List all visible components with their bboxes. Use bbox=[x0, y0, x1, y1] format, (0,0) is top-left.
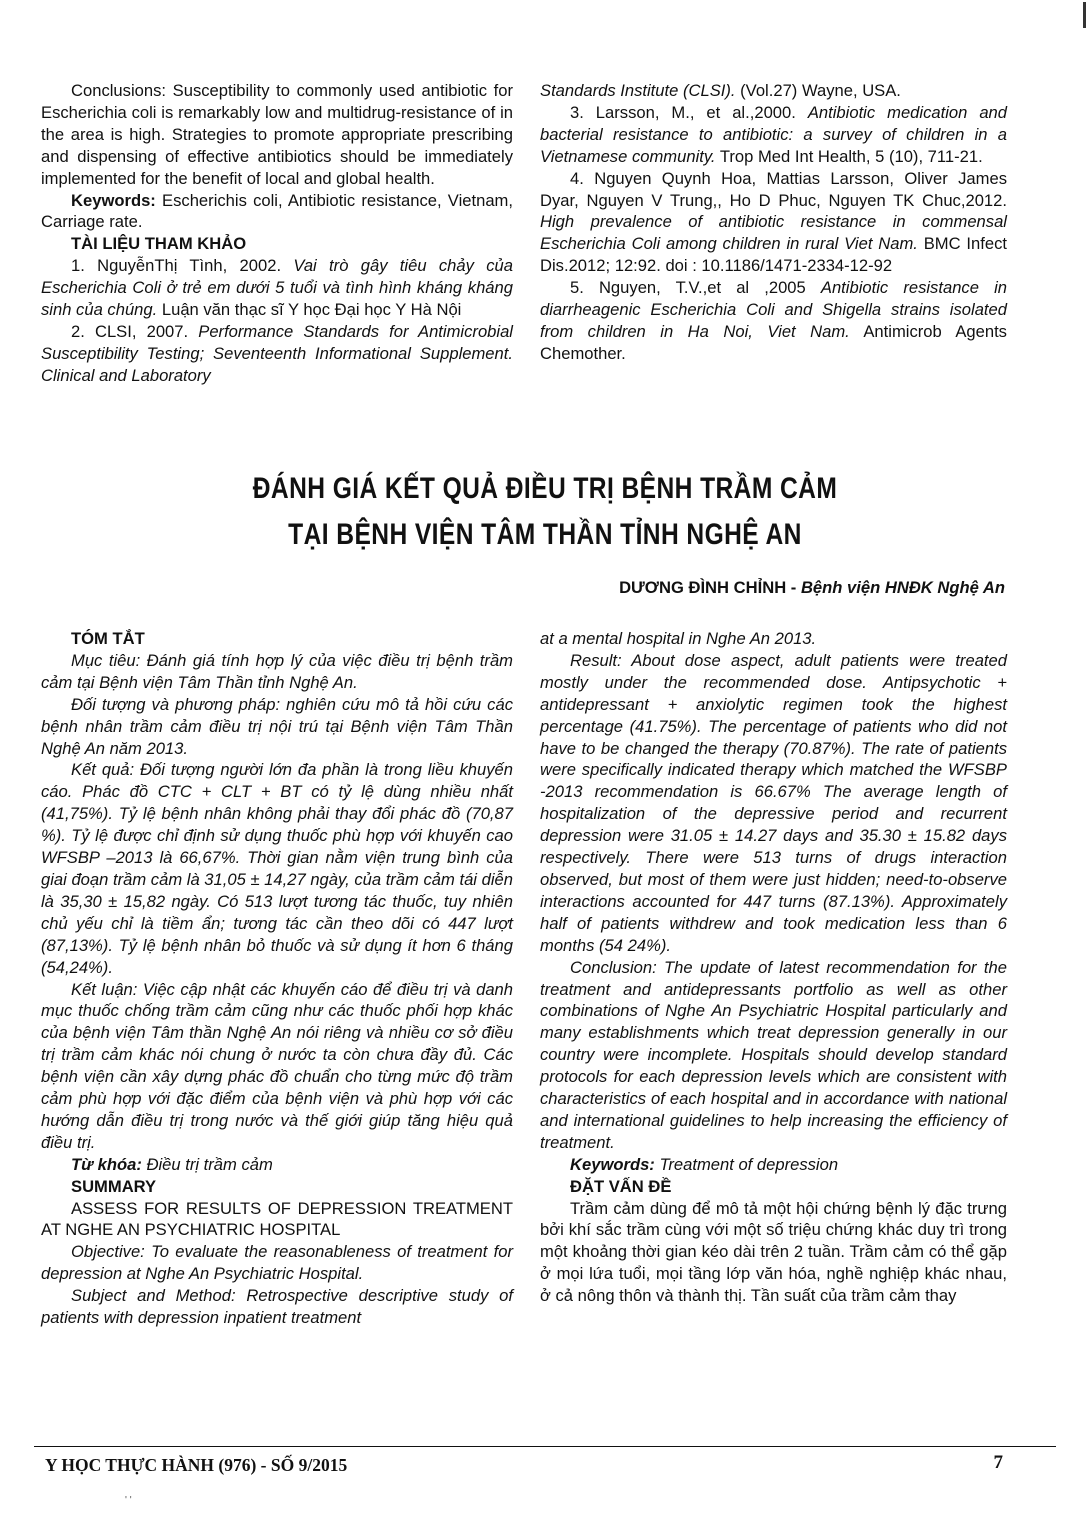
method-en-continued: at a mental hospital in Nghe An 2013. bbox=[540, 629, 817, 648]
keywords-paragraph bbox=[41, 190, 513, 234]
summary-en-heading: SUMMARY bbox=[71, 1176, 157, 1196]
method-vn: Đối tượng và phương pháp: nghiên cứu mô tả hồi cứu các bệnh nhân trầm cảm điều trị nội trú tại Bệnh viện Tâm Thần Nghệ An năm 2013. bbox=[41, 694, 513, 758]
reference-4-source: BMC Infect Dis.2012; 12:92. doi : 10.1186/1471-2334-12-92 bbox=[540, 234, 1007, 276]
keywords-en-label: Keywords: bbox=[570, 1154, 655, 1174]
reference-4-author: 4. Nguyen Quynh Hoa, Mattias Larsson, Oliver James Dyar, Nguyen V Trung,, Ho D Phuc, Nguyen TK Chuc,2012. bbox=[540, 168, 1007, 210]
article-title bbox=[98, 466, 992, 558]
reference-1-title: Vai trò gây tiêu chảy của Escherichia Coli ở trẻ em dưới 5 tuổi và tình hình kháng kháng sinh của chúng. bbox=[41, 256, 513, 320]
author-line bbox=[619, 578, 1005, 598]
reference-1-source: Luận văn thạc sĩ Y học Đại học Y Hà Nội bbox=[157, 300, 462, 320]
author-name: DƯƠNG ĐÌNH CHỈNH - bbox=[619, 578, 801, 597]
reference-3 bbox=[540, 102, 1007, 168]
scan-corner-mark bbox=[1083, 2, 1086, 28]
journal-footer: Y HỌC THỰC HÀNH (976) - SỐ 9/2015 bbox=[45, 1455, 348, 1475]
keywords-vn bbox=[41, 1154, 513, 1176]
method-en: Subject and Method: Retrospective descriptive study of patients with depression inpatient treatment bbox=[41, 1286, 513, 1328]
bottom-left-column bbox=[41, 628, 513, 1329]
reference-5-title: Antibiotic resistance in diarrheagenic Escherichia Coli and Shigella strains isolated from children in Ha Noi, Viet Nam. bbox=[540, 278, 1007, 341]
reference-4 bbox=[540, 168, 1007, 278]
objective-en: Objective: To evaluate the reasonableness of treatment for depression at Nghe An Psychiatric Hospital. bbox=[41, 1242, 513, 1284]
page-number: 7 bbox=[993, 1452, 1003, 1473]
reference-2 bbox=[41, 321, 513, 387]
reference-2-author: 2. CLSI, 2007. bbox=[71, 321, 199, 341]
summary-vn-heading: TÓM TẮT bbox=[71, 629, 145, 648]
reference-1-author: 1. NguyễnThị Tình, 2002. bbox=[71, 256, 294, 276]
reference-5 bbox=[540, 277, 1007, 365]
keywords-text: Escherichis coli, Antibiotic resistance, Vietnam, Carriage rate. bbox=[41, 190, 513, 232]
conclusion-vn: Kết luận: Việc cập nhật các khuyến cáo để điều trị và danh mục thuốc chống trầm cảm cũng như các thuốc phối hợp khác của bệnh viện Tâm thần Nghệ An nói riêng và nhiều cơ sở điều trị trầm cảm khác nói chung ở nước ta còn chưa đầy đủ. Các bệnh viện cần xây dựng phác đồ chuẩn cho từng mức độ trầm cảm phù hợp với đặc điểm của bệnh viện và phù hợp với các hướng dẫn điều trị trong nước và thế giới giúp tăng hiệu quả điều trị. bbox=[41, 979, 513, 1152]
reference-3-title: Antibiotic medication and bacterial resistance to antibiotic: a survey of children in a Vietnamese community. bbox=[540, 102, 1008, 166]
reference-5-author: 5. Nguyen, T.V.,et al ,2005 bbox=[570, 278, 821, 298]
introduction-heading: ĐẶT VẤN ĐỀ bbox=[570, 1176, 672, 1196]
conclusions-paragraph: Conclusions: Susceptibility to commonly used antibiotic for Escherichia coli is remarkably low and multidrug-resistance of in the area is high. Strategies to promote appropriate prescribing and dispensing of effective antibiotics should be immediately implemented for the benefit of local and global health. bbox=[41, 81, 513, 188]
keywords-vn-label: Từ khóa: bbox=[71, 1154, 142, 1174]
results-vn: Kết quả: Đối tượng người lớn đa phần là trong liều khuyến cáo. Phác đồ CTC + CLT + BT có tỷ lệ dùng nhiều nhất (41,75%). Tỷ lệ bệnh nhân không phải thay đổi phác đồ (70,87 %). Tỷ lệ được chỉ định sử dụng thuốc phù hợp với khuyến cao WFSBP –2013 là 66,67%. Thời gian nằm viện trung bình của giai đoạn trầm cảm là 31,05 ± 14,27 ngày, của trầm cảm tái diễn là 35,30 ± 15,82 ngày. Có 513 lượt tương tác thuốc, tuy nhiên chủ yếu chỉ là tiềm ẩn; tương tác cần theo dõi có 447 lượt (87,13%). Tỷ lệ bệnh nhân bỏ thuốc và sử dụng ít hơn 6 tháng (54,24%). bbox=[41, 760, 513, 977]
introduction-text: Trầm cảm dùng để mô tả một hội chứng bệnh lý đặc trưng bởi khí sắc trầm cùng với một số triệu chứng khác duy trì trong một khoảng thời gian kéo dài trên 2 tuần. Trầm cảm có thể gặp ở mọi lứa tuổi, mọi tầng lớp văn hóa, nghề nghiệp khác nhau, ở cả nông thôn và thành thị. Tần suất của trầm cảm thay bbox=[540, 1198, 1007, 1306]
author-affiliation: Bệnh viện HNĐK Nghệ An bbox=[800, 578, 1005, 597]
article-title-line-1: ĐÁNH GIÁ KẾT QUẢ ĐIỀU TRỊ BỆNH TRẦM CẢM bbox=[252, 472, 838, 505]
references-heading: TÀI LIỆU THAM KHẢO bbox=[71, 234, 247, 254]
top-left-column bbox=[41, 80, 513, 387]
reference-2-volume: (Vol.27) Wayne, USA. bbox=[735, 81, 901, 100]
reference-2-title: Performance Standards for Antimicrobial Susceptibility Testing; Seventeenth Informational Supplement. Clinical and Laboratory bbox=[41, 321, 513, 385]
article-title-line-2: TẠI BỆNH VIỆN TÂM THẦN TỈNH NGHỆ AN bbox=[288, 518, 802, 551]
scan-specks: ' ' bbox=[125, 1495, 132, 1506]
reference-3-source: Trop Med Int Health, 5 (10), 711-21. bbox=[715, 146, 983, 166]
keywords-label: Keywords: bbox=[71, 190, 156, 210]
keywords-vn-text: Điều trị trầm cảm bbox=[141, 1154, 273, 1174]
top-right-column bbox=[540, 80, 1007, 365]
result-en: Result: About dose aspect, adult patients were treated mostly under the recommended dose. Antipsychotic + antidepressant + anxiolytic regimen took the highest percentage (41.75%). The percentage of patients who did not have to be changed the therapy (70.87%). The rate of patients were specifically indicated therapy which matched the WFSBP -2013 recommendation is 66.67% The average length of hospitalization of the depressive period and recurrent depression were 31.05 ± 14.27 days and 35.30 ± 15.82 days respectively. There were 513 turns of drugs interaction observed, but most of them were just hidden; need-to-observe interactions accounted for 447 turns (87.13%). Approximately half of patients withdrew and took medication less than 6 months (54 24%). bbox=[540, 650, 1007, 955]
keywords-en-text: Treatment of depression bbox=[654, 1154, 839, 1174]
conclusion-en: Conclusion: The update of latest recommendation for the treatment and antidepressants portfolio as well as other combinations of Nghe An Psychiatric Hospital particularly and many establishments which treat depression generally in our country were incomplete. Hospitals should develop standard protocols for each depression levels which are consistent with characteristics of each hospital and in accordance with national and international guidelines to help increasing the efficiency of treatment. bbox=[540, 957, 1007, 1152]
reference-2-publisher: Standards Institute (CLSI). bbox=[540, 81, 736, 100]
reference-4-title: High prevalence of antibiotic resistance in commensal Escherichia Coli among children in rural Viet Nam. bbox=[540, 212, 1007, 254]
bottom-right-column bbox=[540, 628, 1007, 1307]
reference-1 bbox=[41, 255, 513, 321]
english-title: ASSESS FOR RESULTS OF DEPRESSION TREATMENT AT NGHE AN PSYCHIATRIC HOSPITAL bbox=[41, 1198, 513, 1240]
keywords-en bbox=[540, 1154, 1007, 1176]
reference-5-source: Antimicrob Agents Chemother. bbox=[540, 321, 1007, 363]
reference-3-author: 3. Larsson, M., et al.,2000. bbox=[570, 102, 808, 122]
reference-2-continued bbox=[540, 80, 1007, 102]
footer-rule bbox=[34, 1446, 1056, 1447]
objective-vn: Mục tiêu: Đánh giá tính hợp lý của việc điều trị bệnh trầm cảm tại Bệnh viện Tâm Thần tỉnh Nghệ An. bbox=[41, 650, 513, 692]
